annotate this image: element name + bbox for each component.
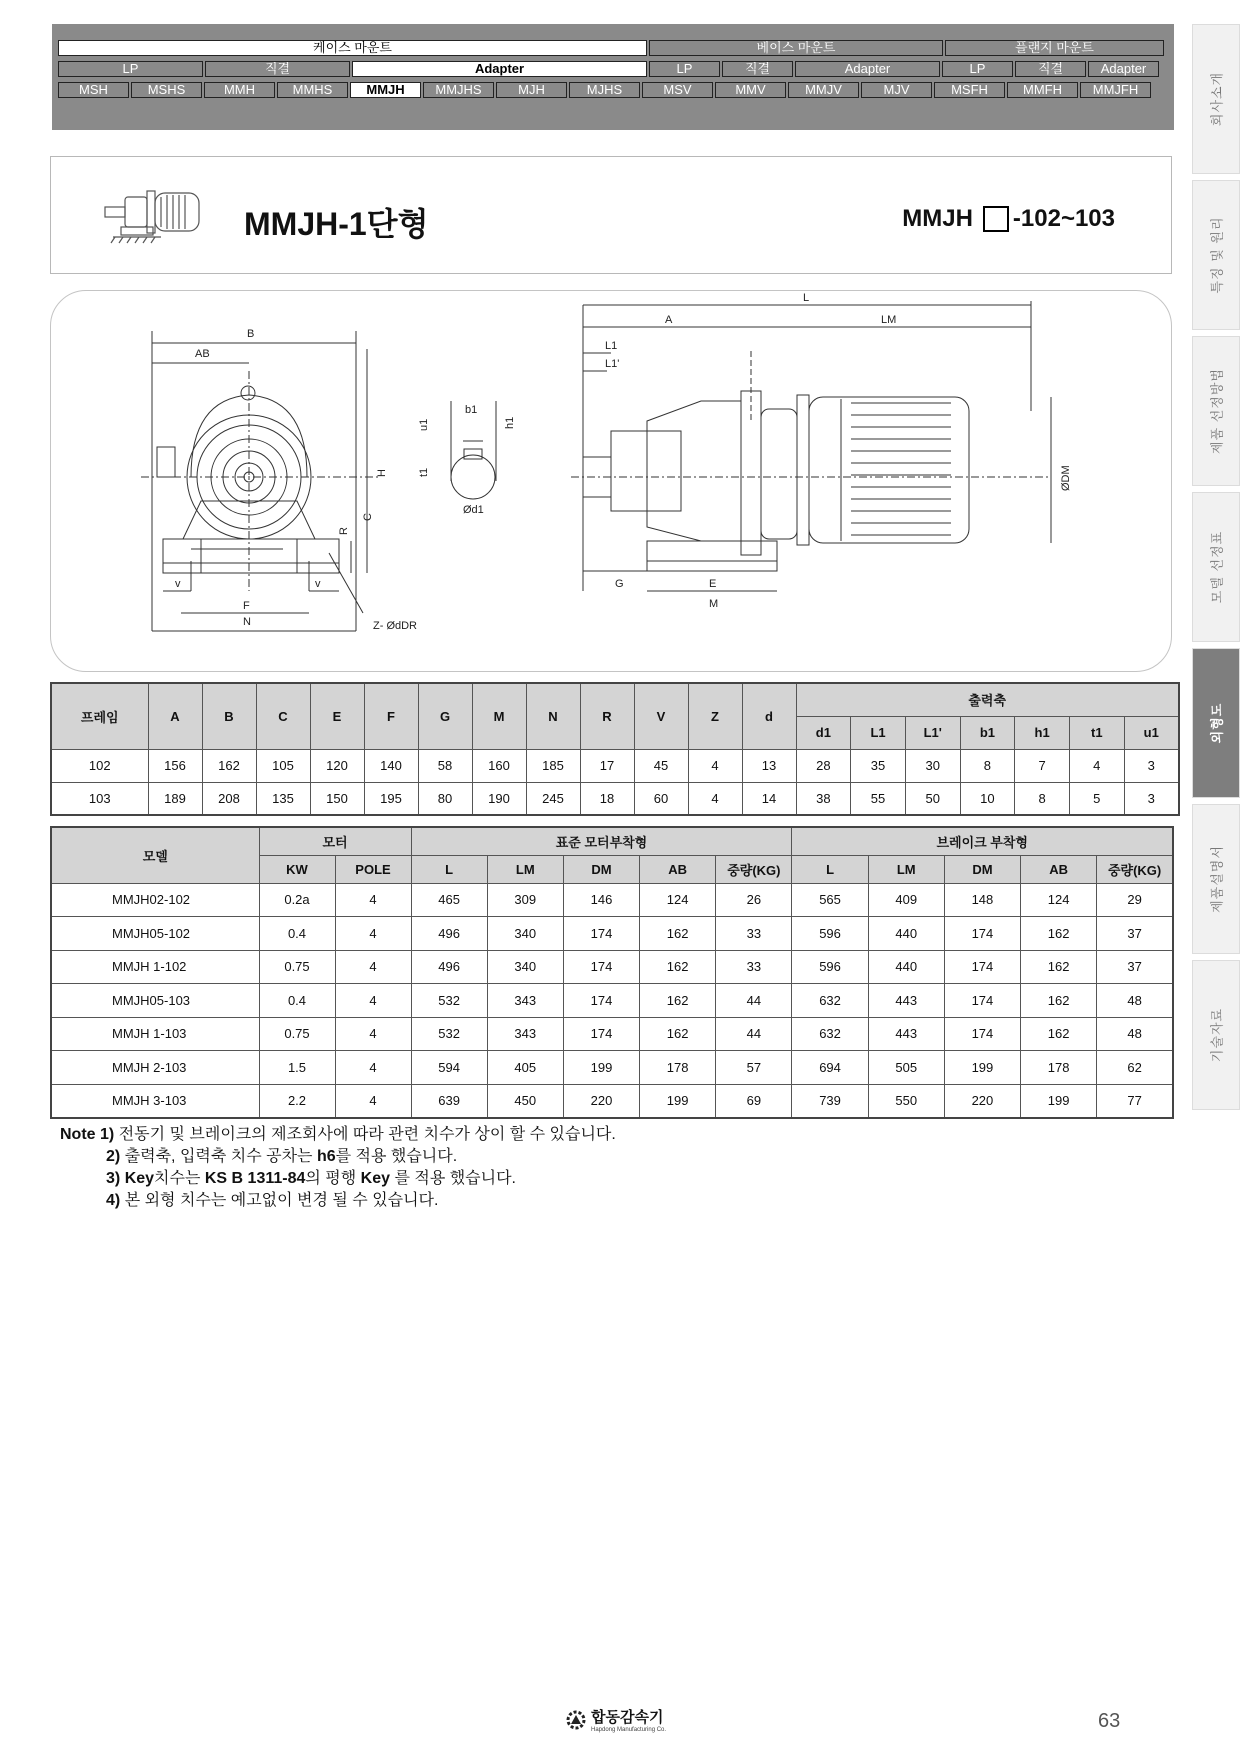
- table-cell: 443: [868, 984, 944, 1018]
- note-text: 전동기 및 브레이크의 제조회사에 따라 관련 치수가 상이 할 수 있습니다.: [118, 1126, 616, 1143]
- header-std-L: L: [411, 855, 487, 883]
- frame-dimension-table: [50, 682, 1180, 816]
- table-cell: 440: [868, 950, 944, 984]
- table-cell: 4: [688, 749, 742, 782]
- table-cell: 148: [944, 883, 1020, 917]
- header-C: C: [256, 683, 310, 749]
- header-N: N: [526, 683, 580, 749]
- table-cell: 3: [1124, 782, 1179, 815]
- dim-label-E: E: [709, 578, 717, 590]
- table-cell: 48: [1097, 984, 1173, 1018]
- nav-model-row: [58, 82, 1151, 98]
- table-cell: 162: [1021, 917, 1097, 951]
- header-Z: Z: [688, 683, 742, 749]
- header-brk-L: L: [792, 855, 868, 883]
- dim-label-F: F: [243, 600, 250, 612]
- note-number: 3): [106, 1170, 121, 1187]
- table-cell: 208: [202, 782, 256, 815]
- note-text: 본 외형 치수는 예고없이 변경 될 수 있습니다.: [124, 1192, 439, 1209]
- table-cell: 69: [716, 1084, 792, 1118]
- side-tab-manual[interactable]: 제품설명서: [1192, 804, 1240, 954]
- table-cell: 178: [640, 1051, 716, 1085]
- model-cell: MMJH 1-103: [51, 1017, 259, 1051]
- table-cell: 4: [688, 782, 742, 815]
- table-cell: 4: [335, 950, 411, 984]
- note-number: 4): [106, 1192, 121, 1209]
- table-cell: 343: [487, 1017, 563, 1051]
- gear-logo-icon: [565, 1709, 587, 1731]
- page-number: 63: [1098, 1710, 1121, 1732]
- header-brk-DM: DM: [944, 855, 1020, 883]
- table-cell: 0.4: [259, 984, 335, 1018]
- note-text: 를 적용 했습니다.: [390, 1170, 516, 1187]
- header-std-LM: LM: [487, 855, 563, 883]
- nav-mount-row: [58, 40, 1164, 56]
- table-cell: 162: [1021, 984, 1097, 1018]
- model-spec-table: [50, 826, 1174, 1119]
- nav-type-row: [58, 61, 1159, 77]
- table-cell: 0.4: [259, 917, 335, 951]
- model-code-placeholder-box: [983, 206, 1009, 232]
- nav-model-item[interactable]: MMH: [204, 82, 275, 98]
- nav-type-adapter[interactable]: Adapter: [795, 61, 940, 77]
- nav-model-item[interactable]: MSHS: [131, 82, 202, 98]
- title-box: [50, 156, 1172, 274]
- model-code-suffix: -102~103: [1012, 205, 1115, 232]
- side-tab-tech-data[interactable]: 기술자료: [1192, 960, 1240, 1110]
- table-cell: 44: [716, 984, 792, 1018]
- model-code: [902, 205, 1115, 233]
- table-cell: 199: [1021, 1084, 1097, 1118]
- nav-type-lp[interactable]: LP: [58, 61, 203, 77]
- dim-label-V-right: v: [315, 578, 321, 590]
- nav-model-item-active[interactable]: MMJH: [350, 82, 421, 98]
- table-cell: 55: [851, 782, 906, 815]
- table-cell: 343: [487, 984, 563, 1018]
- table-cell: 174: [563, 950, 639, 984]
- dim-label-V-left: v: [175, 578, 181, 590]
- table-cell: 37: [1097, 950, 1173, 984]
- table-cell: 62: [1097, 1051, 1173, 1085]
- header-u1: u1: [1124, 716, 1179, 749]
- table-cell: 405: [487, 1051, 563, 1085]
- model-cell: MMJH 1-102: [51, 950, 259, 984]
- table-cell: 195: [364, 782, 418, 815]
- header-F: F: [364, 683, 418, 749]
- table-cell: 120: [310, 749, 364, 782]
- nav-model-item[interactable]: MMV: [715, 82, 786, 98]
- table-cell: 30: [905, 749, 960, 782]
- header-d: d: [742, 683, 796, 749]
- dim-label-LM: LM: [881, 314, 897, 326]
- company-name-en: Hapdong Manufacturing Co.: [591, 1727, 667, 1733]
- note-text: 치수는: [154, 1170, 205, 1187]
- nav-type-adapter[interactable]: Adapter: [1088, 61, 1159, 77]
- table-cell: 135: [256, 782, 310, 815]
- table-cell: 162: [640, 917, 716, 951]
- header-brake-motor: 브레이크 부착형: [792, 827, 1173, 855]
- dim-label-DM: ØDM: [1060, 465, 1072, 491]
- header-std-weight: 중량(KG): [716, 855, 792, 883]
- table-cell: 532: [411, 984, 487, 1018]
- table-cell: 220: [944, 1084, 1020, 1118]
- header-pole: POLE: [335, 855, 411, 883]
- table-cell: 50: [905, 782, 960, 815]
- table-cell: 594: [411, 1051, 487, 1085]
- nav-case-mount[interactable]: 케이스 마운트: [58, 40, 647, 56]
- dimension-drawing-svg: [51, 291, 1171, 671]
- nav-model-item[interactable]: MSFH: [934, 82, 1005, 98]
- dim-label-R: R: [338, 527, 350, 535]
- table-cell: 38: [796, 782, 851, 815]
- table-cell: 174: [944, 984, 1020, 1018]
- header-std-AB: AB: [640, 855, 716, 883]
- table-cell: 0.75: [259, 1017, 335, 1051]
- table-cell: 33: [716, 917, 792, 951]
- header-std-DM: DM: [563, 855, 639, 883]
- table-cell: 29: [1097, 883, 1173, 917]
- table-cell: 632: [792, 1017, 868, 1051]
- side-tab-company[interactable]: 회사소개: [1192, 24, 1240, 174]
- note-number: 2): [106, 1148, 121, 1165]
- nav-type-lp[interactable]: LP: [649, 61, 720, 77]
- note-4: [60, 1190, 616, 1212]
- table-row: [51, 883, 1173, 917]
- table-cell: 37: [1097, 917, 1173, 951]
- note-emphasis: KS B 1311-84: [204, 1170, 306, 1187]
- table-cell: 8: [1015, 782, 1070, 815]
- table-cell: 220: [563, 1084, 639, 1118]
- table-cell: 4: [335, 1084, 411, 1118]
- note-text: 출력축, 입력축 치수 공차는: [124, 1148, 317, 1165]
- note-3: [60, 1168, 616, 1190]
- header-b1: b1: [960, 716, 1015, 749]
- dim-label-M: M: [709, 598, 719, 610]
- nav-type-direct[interactable]: 직결: [722, 61, 793, 77]
- table-cell: 496: [411, 917, 487, 951]
- table-cell: 596: [792, 917, 868, 951]
- table-row: [51, 1084, 1173, 1118]
- nav-type-adapter[interactable]: Adapter: [352, 61, 647, 77]
- company-name-block: [591, 1706, 666, 1733]
- table-row: [51, 782, 1179, 815]
- page-title: MMJH-1단형: [244, 206, 429, 242]
- table-cell: 160: [472, 749, 526, 782]
- table-cell: 189: [148, 782, 202, 815]
- table-cell: 505: [868, 1051, 944, 1085]
- company-name: 합동감속기: [591, 1709, 664, 1726]
- table-cell: 26: [716, 883, 792, 917]
- table-cell: 185: [526, 749, 580, 782]
- table-cell: 13: [742, 749, 796, 782]
- nav-model-item[interactable]: MMFH: [1007, 82, 1078, 98]
- table-cell: 443: [868, 1017, 944, 1051]
- table-cell: 77: [1097, 1084, 1173, 1118]
- dim-label-A: A: [665, 314, 673, 326]
- header-M: M: [472, 683, 526, 749]
- table-cell: 10: [960, 782, 1015, 815]
- table-cell: 178: [1021, 1051, 1097, 1085]
- table-cell: 0.2a: [259, 883, 335, 917]
- company-logo: [565, 1706, 666, 1733]
- table-cell: 162: [1021, 950, 1097, 984]
- table-cell: 5: [1069, 782, 1124, 815]
- dim-label-d1: Ød1: [463, 504, 484, 516]
- table-cell: 694: [792, 1051, 868, 1085]
- table-cell: 639: [411, 1084, 487, 1118]
- dim-label-L: L: [803, 292, 810, 304]
- table-cell: 7: [1015, 749, 1070, 782]
- table-cell: 340: [487, 950, 563, 984]
- table-cell: 17: [580, 749, 634, 782]
- header-L1-prime: L1': [905, 716, 960, 749]
- table-cell: 199: [640, 1084, 716, 1118]
- table-cell: 60: [634, 782, 688, 815]
- model-cell: MMJH 3-103: [51, 1084, 259, 1118]
- side-tab-features[interactable]: 특징 및 원리: [1192, 180, 1240, 330]
- table-cell: 4: [335, 917, 411, 951]
- side-tab-model-selection[interactable]: 모델 선정표: [1192, 492, 1240, 642]
- table-cell: 450: [487, 1084, 563, 1118]
- table-cell: 4: [335, 1051, 411, 1085]
- header-brk-LM: LM: [868, 855, 944, 883]
- dim-label-G: G: [615, 578, 624, 590]
- table-cell: 174: [944, 950, 1020, 984]
- header-output-shaft: 출력축: [796, 683, 1179, 716]
- table-cell: 80: [418, 782, 472, 815]
- model-cell: MMJH05-103: [51, 984, 259, 1018]
- dim-label-H: H: [376, 469, 388, 477]
- table-cell: 440: [868, 917, 944, 951]
- dim-label-h1: h1: [504, 416, 516, 429]
- header-motor: 모터: [259, 827, 411, 855]
- notes: [60, 1124, 616, 1212]
- header-R: R: [580, 683, 634, 749]
- nav-model-item[interactable]: MJV: [861, 82, 932, 98]
- table-cell: 465: [411, 883, 487, 917]
- table-cell: 1.5: [259, 1051, 335, 1085]
- nav-model-item[interactable]: MMJV: [788, 82, 859, 98]
- side-tab-outline[interactable]: 외형도: [1192, 648, 1240, 798]
- table-cell: 190: [472, 782, 526, 815]
- header-A: A: [148, 683, 202, 749]
- header-V: V: [634, 683, 688, 749]
- header-kw: KW: [259, 855, 335, 883]
- dim-label-N: N: [243, 616, 251, 628]
- table-cell: 174: [563, 1017, 639, 1051]
- note-emphasis: Key: [360, 1170, 391, 1187]
- nav-type-direct[interactable]: 직결: [205, 61, 350, 77]
- table-cell: 57: [716, 1051, 792, 1085]
- table-cell: 596: [792, 950, 868, 984]
- table-cell: 124: [640, 883, 716, 917]
- header-brk-weight: 중량(KG): [1097, 855, 1173, 883]
- table-row: [51, 984, 1173, 1018]
- table-cell: 48: [1097, 1017, 1173, 1051]
- table-cell: 124: [1021, 883, 1097, 917]
- table-cell: 18: [580, 782, 634, 815]
- series-nav-panel: [52, 24, 1174, 130]
- table-cell: 35: [851, 749, 906, 782]
- model-cell: MMJH05-102: [51, 917, 259, 951]
- model-cell: MMJH02-102: [51, 883, 259, 917]
- table-row: [51, 1017, 1173, 1051]
- header-model: 모델: [51, 827, 259, 883]
- note-1: [60, 1124, 616, 1146]
- nav-model-item[interactable]: MJHS: [569, 82, 640, 98]
- dim-label-L1: L1: [605, 340, 618, 352]
- table-cell: 146: [563, 883, 639, 917]
- dim-label-b1: b1: [465, 404, 478, 416]
- dim-label-L1-prime: L1': [605, 358, 620, 370]
- table-cell: 550: [868, 1084, 944, 1118]
- nav-model-item[interactable]: MMJHS: [423, 82, 494, 98]
- table-cell: 162: [1021, 1017, 1097, 1051]
- note-emphasis: h6: [316, 1148, 336, 1165]
- table-cell: 0.75: [259, 950, 335, 984]
- reducer-motor-icon: [101, 179, 211, 249]
- header-L1: L1: [851, 716, 906, 749]
- header-G: G: [418, 683, 472, 749]
- table-cell: 409: [868, 883, 944, 917]
- table-cell: 174: [563, 984, 639, 1018]
- table-cell: 4: [1069, 749, 1124, 782]
- table-cell: 199: [563, 1051, 639, 1085]
- table-cell: 4: [335, 1017, 411, 1051]
- note-2: [60, 1146, 616, 1168]
- table-cell: 2.2: [259, 1084, 335, 1118]
- table-cell: 3: [1124, 749, 1179, 782]
- nav-model-item[interactable]: MMHS: [277, 82, 348, 98]
- table-cell: 496: [411, 950, 487, 984]
- table-cell: 103: [51, 782, 148, 815]
- table-cell: 340: [487, 917, 563, 951]
- table-cell: 162: [640, 984, 716, 1018]
- note-number: Note 1): [60, 1126, 115, 1143]
- table-cell: 162: [640, 1017, 716, 1051]
- note-text: 를 적용 했습니다.: [335, 1148, 458, 1165]
- dim-label-AB: AB: [195, 348, 210, 360]
- table-row: [51, 1051, 1173, 1085]
- table-cell: 4: [335, 984, 411, 1018]
- note-emphasis: Key: [124, 1170, 155, 1187]
- table-cell: 309: [487, 883, 563, 917]
- table-cell: 199: [944, 1051, 1020, 1085]
- table-cell: 4: [335, 883, 411, 917]
- dim-label-u1: u1: [418, 418, 430, 431]
- table-cell: 14: [742, 782, 796, 815]
- nav-type-direct[interactable]: 직결: [1015, 61, 1086, 77]
- dim-label-t1: t1: [418, 467, 430, 477]
- table-cell: 174: [944, 1017, 1020, 1051]
- outline-drawing: [50, 290, 1172, 672]
- table-cell: 632: [792, 984, 868, 1018]
- table-cell: 174: [563, 917, 639, 951]
- note-text: 의 평행: [305, 1170, 361, 1187]
- table-cell: 140: [364, 749, 418, 782]
- table-cell: 33: [716, 950, 792, 984]
- table-cell: 150: [310, 782, 364, 815]
- table-cell: 174: [944, 917, 1020, 951]
- table-row: [51, 749, 1179, 782]
- table-cell: 739: [792, 1084, 868, 1118]
- model-code-prefix: MMJH: [902, 205, 973, 232]
- nav-model-item[interactable]: MSV: [642, 82, 713, 98]
- table-cell: 565: [792, 883, 868, 917]
- table-cell: 162: [202, 749, 256, 782]
- header-h1: h1: [1015, 716, 1070, 749]
- header-standard-motor: 표준 모터부착형: [411, 827, 792, 855]
- nav-type-lp[interactable]: LP: [942, 61, 1013, 77]
- nav-base-mount[interactable]: 베이스 마운트: [649, 40, 943, 56]
- header-B: B: [202, 683, 256, 749]
- header-E: E: [310, 683, 364, 749]
- table-cell: 105: [256, 749, 310, 782]
- nav-flange-mount[interactable]: 플랜지 마운트: [945, 40, 1164, 56]
- header-frame: 프레임: [51, 683, 148, 749]
- table-cell: 532: [411, 1017, 487, 1051]
- table-cell: 162: [640, 950, 716, 984]
- header-d1: d1: [796, 716, 851, 749]
- side-tab-selection-method[interactable]: 제품 선정방법: [1192, 336, 1240, 486]
- nav-model-item[interactable]: MJH: [496, 82, 567, 98]
- table-cell: 8: [960, 749, 1015, 782]
- table-cell: 245: [526, 782, 580, 815]
- dim-label-Z: Z- ØdDR: [373, 620, 417, 632]
- table-cell: 58: [418, 749, 472, 782]
- table-cell: 45: [634, 749, 688, 782]
- header-brk-AB: AB: [1021, 855, 1097, 883]
- table-row: [51, 917, 1173, 951]
- model-cell: MMJH 2-103: [51, 1051, 259, 1085]
- table-cell: 156: [148, 749, 202, 782]
- dim-label-B: B: [247, 328, 255, 340]
- nav-model-item[interactable]: MMJFH: [1080, 82, 1151, 98]
- table-cell: 44: [716, 1017, 792, 1051]
- header-t1: t1: [1069, 716, 1124, 749]
- table-cell: 102: [51, 749, 148, 782]
- table-cell: 28: [796, 749, 851, 782]
- table-row: [51, 950, 1173, 984]
- nav-model-item[interactable]: MSH: [58, 82, 129, 98]
- dim-label-C: C: [362, 513, 374, 521]
